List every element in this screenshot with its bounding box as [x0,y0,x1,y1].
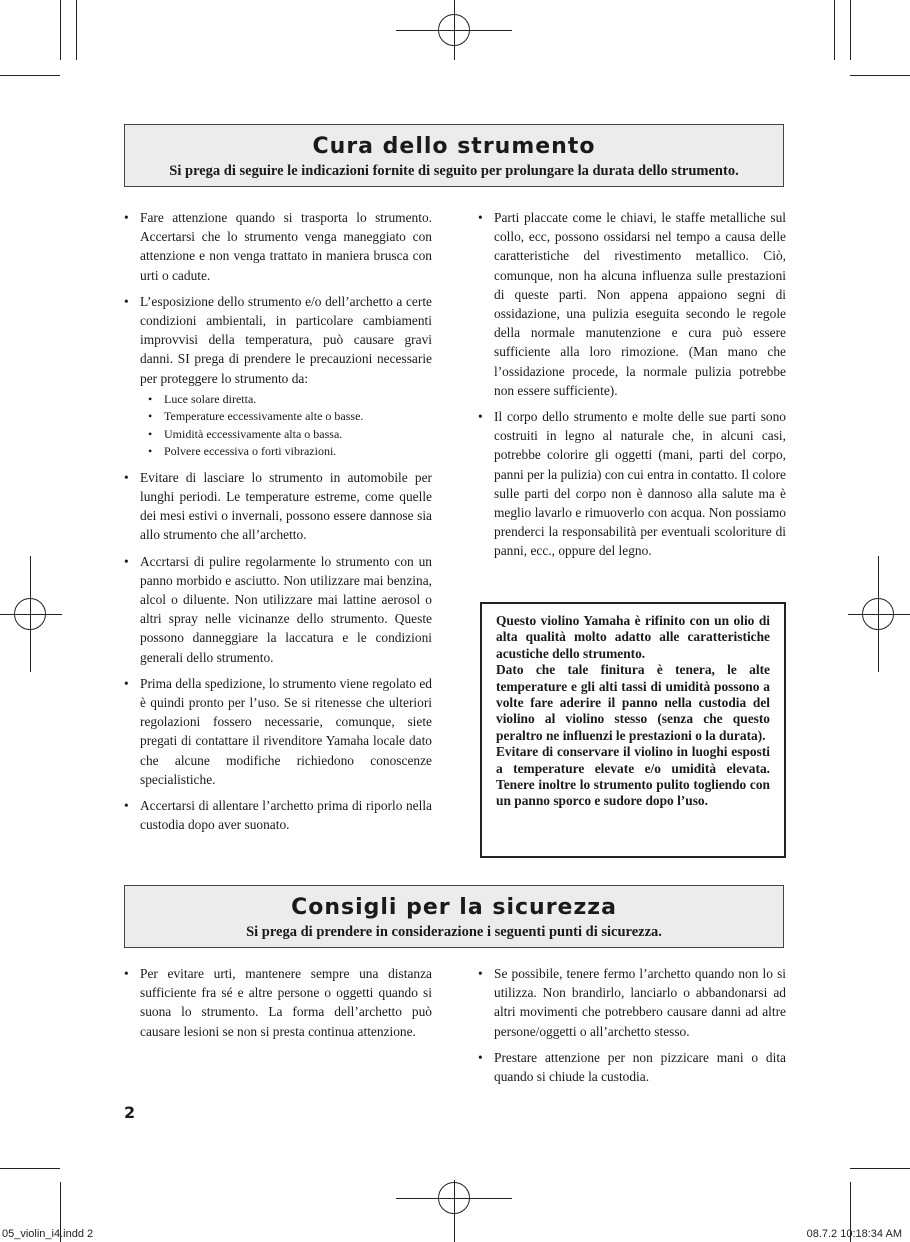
care-left-column [122,208,432,841]
list-item: • Prima della spedizione, lo strumento viene regolato ed è quindi pronto per l’uso. Se si ritenesse che ulteriori regolazioni fossero necessarie, comunque, siete pregati di contattare il rivenditore Yamaha locale dato che alcune modifiche richiedono conoscenze specialistiche. [122,674,432,789]
safety-header [124,885,784,948]
list-item: • Accrtarsi di pulire regolarmente lo strumento con un panno morbido e asciutto. Non utilizzare mai benzina, alcol o diluente. Non utilizzare mai lattine aerosol o altri spray nelle vicinanze dello strumento. Queste possono danneggiare la laccatura e le condizioni generali dello strumento. [122,552,432,667]
safety-title: Consigli per la sicurezza [291,895,617,920]
crop-mark [834,0,835,60]
finish-note-box [480,602,786,858]
note-paragraph: Evitare di conservare il violino in luoghi esposti a temperature elevate e/o umidità elevata. Tenere inoltre lo strumento pulito togliendo con un panno sporco e sudore dopo l’uso. [496,744,770,809]
list-item: • Se possibile, tenere fermo l’archetto quando non lo si utilizza. Non brandirlo, lanciarlo o abbandonarsi ad altri movimenti che potrebbero causare danni ad altre persone/oggetti o all’archetto stesso. [476,964,786,1041]
care-title: Cura dello strumento [312,134,596,159]
crop-mark [850,0,851,60]
registration-mark [438,1182,470,1214]
crop-mark [60,0,61,60]
sub-list [140,391,432,461]
page-number: 2 [124,1103,136,1122]
care-subtitle: Si prega di seguire le indicazioni fornite di seguito per prolungare la durata dello strumento. [169,163,739,179]
list-item: • Per evitare urti, mantenere sempre una distanza sufficiente fra sé e altre persone o oggetti quando si suona lo strumento. La forma dell’archetto può causare lesioni se non si presta continua attenzione. [122,964,432,1041]
list-item: • Evitare di lasciare lo strumento in automobile per lunghi periodi. Le temperature estreme, come quelle dei mesi estivi o invernali, possono essere dannose sia allo strumento che all’archetto. [122,468,432,545]
list-item [122,292,432,461]
slug-timestamp: 08.7.2 10:18:34 AM [806,1228,902,1240]
safety-subtitle: Si prega di prendere in considerazione i seguenti punti di sicurezza. [246,924,662,940]
list-item-text: L’esposizione dello strumento e/o dell’archetto a certe condizioni ambientali, in particolare cambiamenti improvvisi della temperatura, può causare gravi danni. SI prega di prendere le precauzioni necessarie per proteggere lo strumento da: [140,293,432,386]
care-right-column [476,208,786,568]
sub-list-item: • Temperature eccessivamente alte o basse. [140,408,432,426]
list-item: • Fare attenzione quando si trasporta lo strumento. Accertarsi che lo strumento venga maneggiato con attenzione e non venga trattato in maniera brusca con urti o cadute. [122,208,432,285]
note-paragraph: Questo violino Yamaha è rifinito con un olio di alta qualità molto adatto alle caratteristiche acustiche dello strumento. [496,613,770,661]
sub-list-item: • Luce solare diretta. [140,391,432,409]
note-paragraph: Dato che tale finitura è tenera, le alte temperature e gli alti tassi di umidità possono a volte fare aderire il panno nella custodia del violino al violino stesso (senza che questo peraltro ne influenzi le prestazioni o la durata). [496,662,770,743]
crop-mark [850,1168,910,1169]
list-item: • Il corpo dello strumento e molte delle sue parti sono costruiti in legno al naturale che, in alcuni casi, potrebbe colorire gli oggetti (mani, parti del corpo, panni per la pulizia) con cui entra in contatto. Il colore sulle parti del corpo non è dannoso alla salute ma è meglio lavarlo e rimuoverlo con acqua. Non possiamo prenderci la responsabilità per eventuali scoloriture di panni, ecc., oppure del legno. [476,407,786,561]
crop-mark [0,75,60,76]
list-item: • Prestare attenzione per non pizzicare mani o dita quando si chiude la custodia. [476,1048,786,1086]
crop-mark [76,0,77,60]
crop-mark [0,1168,60,1169]
slug-filename: 05_violin_i4.indd 2 [2,1228,94,1240]
care-header [124,124,784,187]
sub-list-item: • Polvere eccessiva o forti vibrazioni. [140,443,432,461]
list-item: • Accertarsi di allentare l’archetto prima di riporlo nella custodia dopo aver suonato. [122,796,432,834]
safety-right-column [476,964,786,1093]
list-item: • Parti placcate come le chiavi, le staffe metalliche sul collo, ecc, possono ossidarsi nel tempo a causa delle caratteristiche del rivestimento metallico. Ciò, comunque, non ha alcuna influenza sulle prestazioni di queste parti. Non appena appaiono segni di ossidazione, una pulizia eseguita secondo le regole della normale manutenzione e cura può essere sufficiente alla loro rimozione. (Man mano che l’ossidazione procede, la normale pulizia potrebbe non essere sufficiente). [476,208,786,400]
registration-mark [14,598,46,630]
registration-mark [862,598,894,630]
sub-list-item: • Umidità eccessivamente alta o bassa. [140,426,432,444]
registration-mark [438,14,470,46]
crop-mark [850,75,910,76]
safety-left-column [122,964,432,1048]
